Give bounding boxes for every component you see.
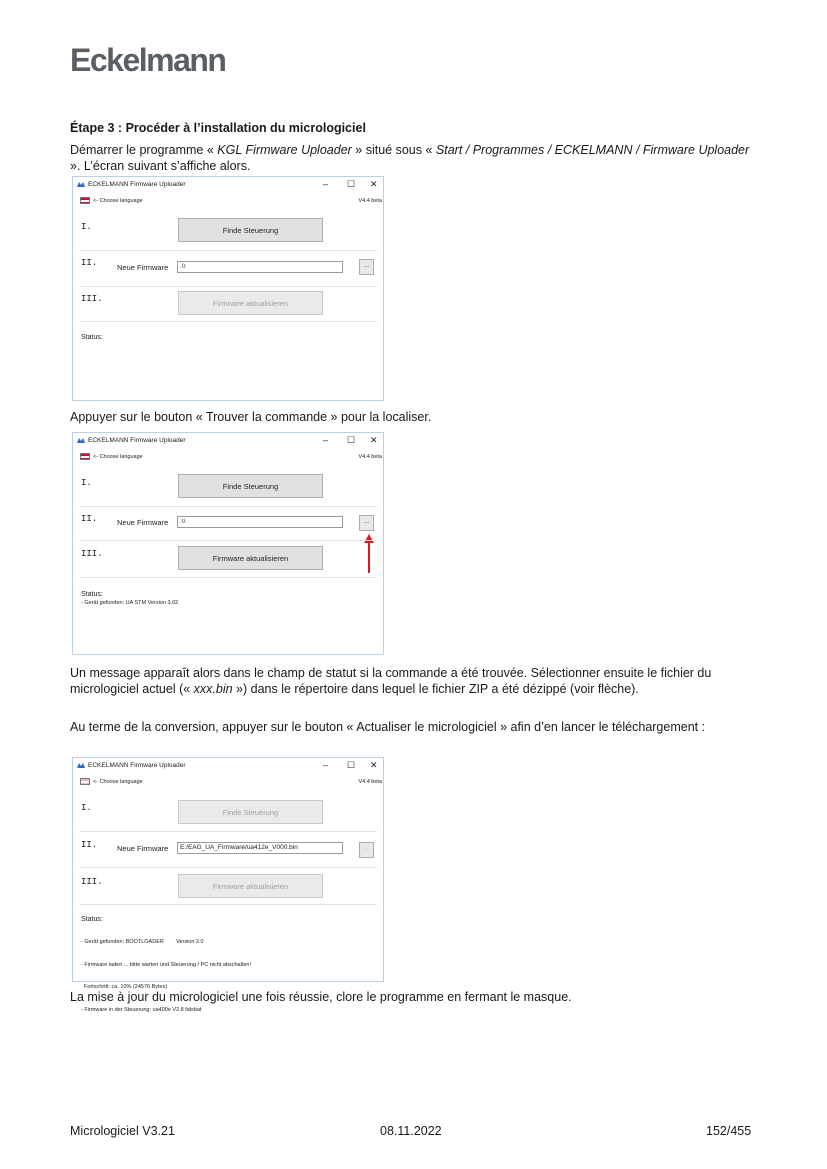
step-3-label: III. xyxy=(81,294,103,304)
status-line: - Gerät gefunden: UA STM Version 3.02 xyxy=(81,600,179,606)
status-label: Status: xyxy=(81,916,103,923)
footer-page-number: 152/455 xyxy=(706,1124,752,1138)
message-text-1: Un message apparaît alors dans le champ de statut si la commande a été trouvée. Sélectionner ensuite le fichier du micrologiciel actuel (« xyxy=(70,666,712,696)
step-heading: Étape 3 : Procéder à l’installation du micrologiciel xyxy=(70,121,366,135)
message-text-2: ») dans le répertoire dans lequel le fichier ZIP a été dézippé (voir flèche). xyxy=(232,681,639,696)
step-2-label: II. xyxy=(81,514,98,524)
step-3-label: III. xyxy=(81,877,103,887)
new-firmware-label: Neue Firmware xyxy=(117,844,169,853)
minimize-button[interactable]: – xyxy=(323,760,329,770)
message-paragraph xyxy=(70,666,760,697)
separator xyxy=(79,904,377,905)
maximize-button[interactable]: ☐ xyxy=(347,179,356,189)
status-line: Fortschritt: ca. 10% (24576 Bytes) xyxy=(81,984,168,990)
close-button[interactable]: ✕ xyxy=(370,179,378,189)
title-bar xyxy=(73,177,383,194)
intro-text-1: Démarrer le programme « xyxy=(70,143,218,157)
language-row xyxy=(73,452,383,464)
status-line: - Gerät gefunden: BOOTLOADER Version 2.0 xyxy=(81,939,204,945)
maximize-button[interactable]: ☐ xyxy=(347,435,356,445)
choose-language-label: <- Choose language xyxy=(93,779,143,785)
intro-text-2: » situé sous « xyxy=(351,143,436,157)
step-2-label: II. xyxy=(81,840,98,850)
status-line: - Firmware laden ... bitte warten und Steuerung / PC nicht abschalten! xyxy=(81,961,251,968)
separator xyxy=(79,577,377,578)
separator xyxy=(79,250,377,251)
minimize-button[interactable]: – xyxy=(323,435,329,445)
intro-program-path: Start / Programmes / ECKELMANN / Firmware Uploader xyxy=(435,143,750,157)
window-title: ECKELMANN Firmware Uploader xyxy=(88,437,186,444)
intro-paragraph xyxy=(70,143,760,174)
firmware-path-input[interactable]: .\\ xyxy=(177,261,343,273)
status-label: Status: xyxy=(81,334,103,341)
message-filename: xxx.bin xyxy=(193,681,233,696)
firmware-path-input[interactable]: .\\ xyxy=(177,516,343,528)
choose-language-label: <- Choose language xyxy=(93,454,143,460)
separator xyxy=(79,540,377,541)
title-bar xyxy=(73,433,383,450)
separator xyxy=(79,321,377,322)
app-icon xyxy=(77,762,85,769)
status-output xyxy=(81,924,251,1029)
language-row xyxy=(73,196,383,208)
version-label: V4.4 beta xyxy=(358,454,382,460)
uk-flag-icon[interactable] xyxy=(80,778,90,785)
red-arrow-shaft xyxy=(368,542,370,573)
step-3-label: III. xyxy=(81,549,103,559)
uploader-window-1 xyxy=(72,176,384,401)
uk-flag-icon[interactable] xyxy=(80,197,90,204)
eckelmann-logo: Eckelmann xyxy=(70,42,226,78)
separator xyxy=(79,506,377,507)
new-firmware-label: Neue Firmware xyxy=(117,518,169,527)
step-1-label: I. xyxy=(81,222,92,232)
separator xyxy=(79,867,377,868)
status-label: Status: xyxy=(81,591,103,598)
window-title: ECKELMANN Firmware Uploader xyxy=(88,181,186,188)
step-2-label: II. xyxy=(81,258,98,268)
update-instruction: Au terme de la conversion, appuyer sur le bouton « Actualiser le micrologiciel » afin d’en lancer le téléchargement : xyxy=(70,720,706,734)
status-output xyxy=(81,600,178,608)
footer-date: 08.11.2022 xyxy=(380,1124,442,1138)
uk-flag-icon[interactable] xyxy=(80,453,90,460)
separator xyxy=(79,831,377,832)
close-button[interactable]: ✕ xyxy=(370,435,378,445)
language-row xyxy=(73,777,383,789)
browse-button[interactable]: ... xyxy=(359,259,374,275)
closing-paragraph: La mise à jour du micrologiciel une fois réussie, clore le programme en fermant le masque. xyxy=(70,990,572,1004)
choose-language-label: <- Choose language xyxy=(93,198,143,204)
find-controller-button[interactable]: Finde Steuerung xyxy=(178,800,323,824)
update-firmware-button[interactable]: Firmware aktualisieren xyxy=(178,291,323,315)
app-icon xyxy=(77,181,85,188)
new-firmware-label: Neue Firmware xyxy=(117,263,169,272)
firmware-path-input[interactable]: E:/EAG_UA_Firmware/ua412e_V000.bin xyxy=(177,842,343,854)
status-line: - Firmware in der Steuerung: ua400e V2.8 falsbat xyxy=(81,1006,202,1013)
update-firmware-button[interactable]: Firmware aktualisieren xyxy=(178,546,323,570)
separator xyxy=(79,286,377,287)
title-bar xyxy=(73,758,383,775)
window-title: ECKELMANN Firmware Uploader xyxy=(88,762,186,769)
uploader-window-2 xyxy=(72,432,384,655)
footer-document: Micrologiciel V3.21 xyxy=(70,1124,175,1138)
version-label: V4.4 beta xyxy=(358,198,382,204)
app-icon xyxy=(77,437,85,444)
browse-button[interactable]: ... xyxy=(359,842,374,858)
find-instruction: Appuyer sur le bouton « Trouver la commande » pour la localiser. xyxy=(70,410,432,424)
minimize-button[interactable]: – xyxy=(323,179,329,189)
intro-program-name: KGL Firmware Uploader xyxy=(217,143,352,157)
browse-button[interactable]: ... xyxy=(359,515,374,531)
find-controller-button[interactable]: Finde Steuerung xyxy=(178,474,323,498)
find-controller-button[interactable]: Finde Steuerung xyxy=(178,218,323,242)
step-1-label: I. xyxy=(81,803,92,813)
intro-text-3: ». L’écran suivant s’affiche alors. xyxy=(70,158,251,173)
version-label: V4.4 beta xyxy=(358,779,382,785)
update-firmware-button[interactable]: Firmware aktualisieren xyxy=(178,874,323,898)
close-button[interactable]: ✕ xyxy=(370,760,378,770)
step-1-label: I. xyxy=(81,478,92,488)
maximize-button[interactable]: ☐ xyxy=(347,760,356,770)
